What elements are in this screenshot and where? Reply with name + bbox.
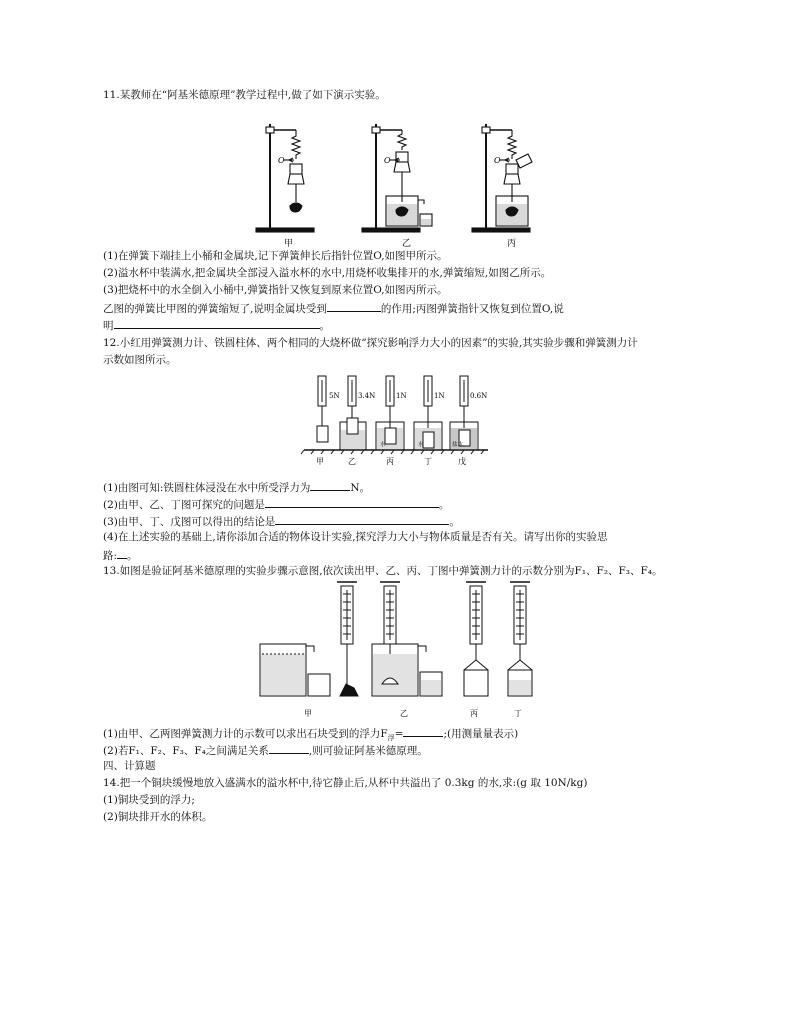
q11-stand-jia [256,124,314,232]
q12-sub1-text: (1)由图可知:铁圆柱体浸没在水中所受浮力为 [103,482,311,494]
q12-blank-3[interactable] [275,513,449,525]
q11-question-line1 [103,300,564,316]
q14-sub2: (2)铜块排开水的体积。 [103,811,213,823]
q11-step-1: (1)在弹簧下端挂上小桶和金属块,记下弹簧伸长后指针位置O,如图甲所示。 [103,250,448,262]
q13-sub2 [103,742,428,758]
q13-sub1-end: ;(用测量量表示) [443,728,519,740]
q12-label-yi: 乙 [348,457,356,466]
q12-sub2-end: 。 [438,499,450,511]
q11-stand-bing [472,124,532,232]
q14-stem: 14.把一个铜块缓慢地放入盛满水的溢水杯中,待它静止后,从杯中共溢出了 0.3kg 的水,求:(g 取 10N/kg) [103,777,588,789]
section-4-title: 四、计算题 [103,760,156,772]
q11-blank-2[interactable] [114,317,320,329]
q12-stem-line1: 12.小红用弹簧测力计、铁圆柱体、两个相同的大烧杯做“探究影响浮力大小的因素”的实验,其实验步骤和弹簧测力计 [103,337,638,349]
q12-stem-line2: 示数如图所示。 [103,354,177,366]
q12-figure [300,372,492,468]
q11-label-bing: 丙 [507,239,517,249]
q11-question-part4: 。 [319,320,330,332]
q11-question-part1: 乙图的弹簧比甲图的弹簧缩短了,说明金属块受到 [103,303,327,315]
q12-sub4-line1: (4)在上述实验的基础上,请你添加合适的物体设计实验,探究浮力大小与物体质量是否有关。请写出你的实验思 [103,531,608,543]
q12-blank-1[interactable] [310,479,350,491]
q12-label-wu: 戊 [458,457,466,466]
q13-sub1-text: (1)由甲、乙两图弹簧测力计的示数可以求出石块受到的浮力F [103,728,388,740]
q13-sub1-subscript: 浮 [387,734,395,743]
q12-sub1 [103,479,370,495]
q12-sub4-text: 路: [103,550,118,562]
q12-blank-2[interactable] [265,496,439,508]
q12-sub3 [103,513,460,529]
q11-step-3: (3)把烧杯中的水全倒入小桶中,弹簧指针又恢复到原来位置O,如图丙所示。 [103,284,448,296]
q13-label-yi: 乙 [400,709,408,718]
q14-sub1: (1)铜块受到的浮力; [103,794,195,806]
q13-stem: 13.如图是验证阿基米德原理的实验步骤示意图,依次读出甲、乙、丙、丁图中弹簧测力计的示数分别为F₁、F₂、F₃、F₄。 [103,565,663,577]
q12-sub2 [103,496,449,512]
q12-reading-bing: 1N [396,392,407,400]
q11-stand-yi [362,124,432,232]
q11-step-2: (2)溢水杯中装满水,把金属块全部浸入溢水杯的水中,用烧杯收集排开的水,弹簧缩短,如图乙所示。 [103,267,552,279]
q11-question-part2: 的作用;丙图弹簧指针又恢复到位置O,说 [380,303,564,315]
q12-sub4-line2 [103,547,138,563]
q12-liquid-bing: 水 [380,442,386,448]
q12-sub3-end: 。 [449,516,460,528]
q11-question-part3: 明 [103,320,114,332]
q13-figure [252,580,552,718]
q12-sub2-text: (2)由甲、乙、丁图可探究的问题是 [103,499,265,511]
q12-reading-ding: 1N [434,392,445,400]
q13-label-ding: 丁 [514,709,522,718]
q12-label-ding: 丁 [424,457,432,466]
q11-label-jia: 甲 [284,239,294,249]
q13-sub1-eq: = [394,728,404,740]
q11-label-yi: 乙 [402,239,412,249]
q12-label-jia: 甲 [316,457,324,466]
q12-reading-jia: 5N [329,392,340,400]
q11-question-line2 [103,317,330,333]
q12-sub1-unit: N。 [350,482,371,494]
q13-blank-1[interactable] [403,725,443,737]
q13-sub2-text: (2)若F₁、F₂、F₃、F₄之间满足关系 [103,745,269,757]
q12-reading-wu: 0.6N [470,392,488,400]
q13-label-jia: 甲 [304,709,312,718]
q11-pointer-O-3: O [494,156,501,165]
q13-blank-2[interactable] [269,742,309,754]
q12-reading-yi: 3.4N [358,392,376,400]
q12-blank-4[interactable] [117,547,127,559]
q12-sub4-end: 。 [127,550,138,562]
q11-pointer-O-1: O [278,156,285,165]
q11-pointer-O-2: O [384,156,391,165]
q11-stem: 11.某教师在“阿基米德原理”教学过程中,做了如下演示实验。 [103,89,386,101]
q12-liquid-wu: 盐水 [452,442,464,448]
q12-sub3-text: (3)由甲、丁、戊图可以得出的结论是 [103,516,276,528]
q11-blank-1[interactable] [327,300,381,312]
q12-label-bing: 丙 [386,457,394,466]
q11-figure [252,118,542,250]
q13-sub2-end: ,则可验证阿基米德原理。 [308,745,428,757]
q12-liquid-ding: 水 [418,442,424,448]
q13-label-bing: 丙 [470,709,478,718]
